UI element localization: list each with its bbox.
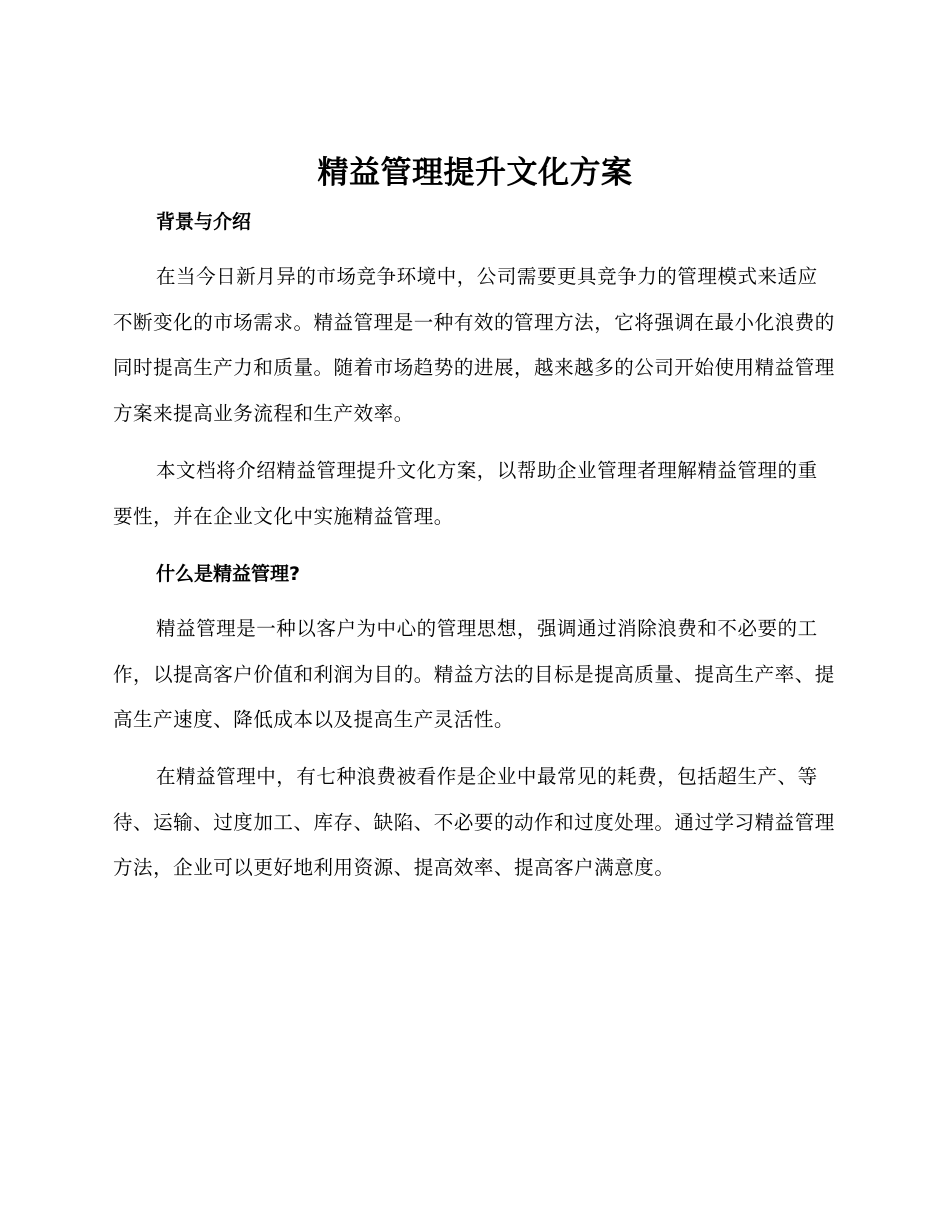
- paragraph-background-2: 本文档将介绍精益管理提升文化方案，以帮助企业管理者理解精益管理的重要性，并在企业文化中实施精益管理。: [113, 459, 818, 528]
- paragraph-what-is-lean-2: 在精益管理中，有七种浪费被看作是企业中最常见的耗费，包括超生产、等待、运输、过度加工、库存、缺陷、不必要的动作和过度处理。通过学习精益管理方法，企业可以更好地利用资源、提高效率、提高客户满意度。: [113, 765, 835, 879]
- paragraph-background-1: 在当今日新月异的市场竞争环境中，公司需要更具竞争力的管理模式来适应不断变化的市场需求。精益管理是一种有效的管理方法，它将强调在最小化浪费的同时提高生产力和质量。随着市场趋势的进展，越来越多的公司开始使用精益管理方案来提高业务流程和生产效率。: [113, 265, 835, 425]
- document-title: 精益管理提升文化方案: [317, 155, 633, 191]
- paragraph-what-is-lean-1: 精益管理是一种以客户为中心的管理思想，强调通过消除浪费和不必要的工作，以提高客户价值和利润为目的。精益方法的目标是提高质量、提高生产率、提高生产速度、降低成本以及提高生产灵活性。: [113, 617, 835, 731]
- section-heading-what-is-lean: 什么是精益管理?: [156, 563, 301, 585]
- section-heading-background: 背景与介绍: [156, 211, 252, 233]
